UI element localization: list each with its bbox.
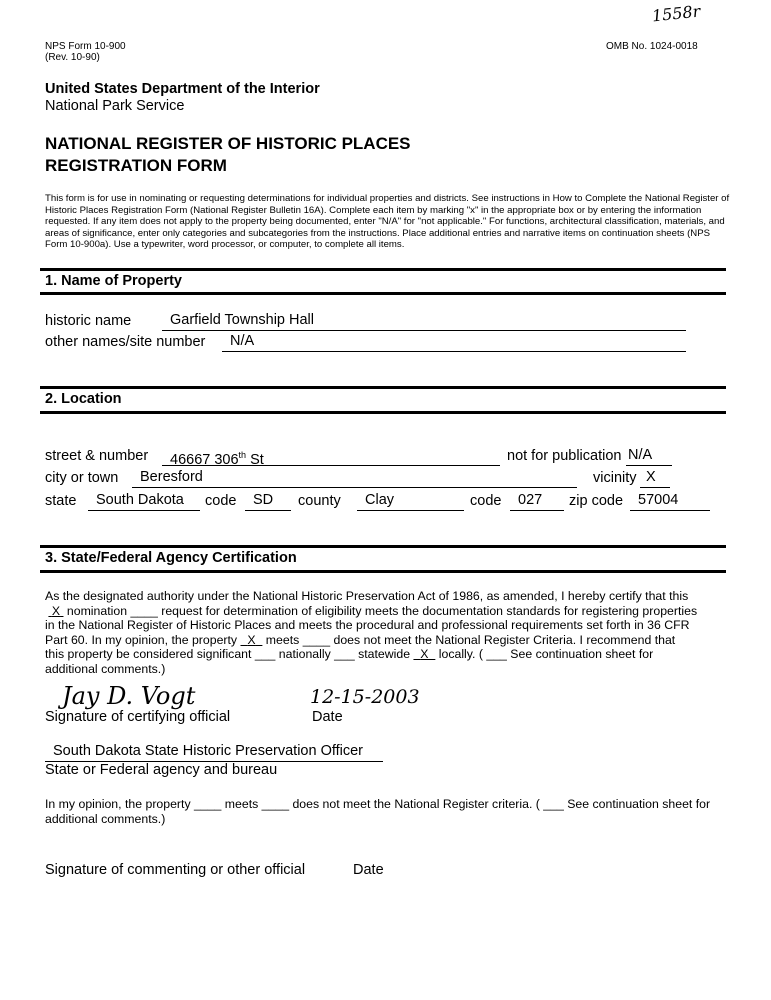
county-code-label: code xyxy=(470,493,502,509)
not-for-publication-label: not for publication xyxy=(507,448,622,464)
nomination-mark: X xyxy=(51,603,61,618)
vicinity-field: X xyxy=(640,469,670,488)
section1-heading: 1. Name of Property xyxy=(45,273,182,289)
not-for-publication-field: N/A xyxy=(626,447,672,466)
section3-heading: 3. State/Federal Agency Certification xyxy=(45,550,297,566)
city-field: Beresford xyxy=(132,469,577,488)
section-divider xyxy=(40,570,726,573)
meets-mark: X xyxy=(247,632,256,647)
agency-field: South Dakota State Historic Preservation Officer xyxy=(45,743,383,762)
other-names-field: N/A xyxy=(222,333,686,352)
certification-paragraph: As the designated authority under the National Historic Preservation Act of 1986, as amended, I hereby certify that this X nomination ____ request for determination of eligibility meets the documentation standards for registering properties in the National Register of Historic Places and meets the procedural and professional requirements set forth in 36 CFR Part 60. In my opinion, the property X meets ____ does not meet the National Register Criteria. I recommend that this property be considered significant ___ nationally ___ statewide X locally. ( ___ See continuation sheet for additional comments.) xyxy=(45,589,698,676)
handwritten-date: 12-15-2003 xyxy=(310,686,420,708)
form-title-line2: REGISTRATION FORM xyxy=(45,156,227,175)
handwritten-signature: Jay D. Vogt xyxy=(62,682,196,710)
omb-number: OMB No. 1024-0018 xyxy=(606,41,698,52)
section2-heading: 2. Location xyxy=(45,391,122,407)
zip-field: 57004 xyxy=(630,492,710,511)
commenting-signature-label: Signature of commenting or other official xyxy=(45,862,306,878)
margin-note: 1558r xyxy=(651,1,702,26)
state-code-field: SD xyxy=(245,492,291,511)
section-divider xyxy=(40,292,726,295)
form-number: NPS Form 10-900 xyxy=(45,41,126,52)
city-label: city or town xyxy=(45,470,119,486)
other-names-label: other names/site number xyxy=(45,334,206,350)
county-label: county xyxy=(298,493,341,509)
signature-label: Signature of certifying official xyxy=(45,709,231,725)
date-label: Date xyxy=(312,709,343,725)
street-field: 46667 306th St xyxy=(162,447,500,466)
historic-name-field: Garfield Township Hall xyxy=(162,312,686,331)
form-title-line1: NATIONAL REGISTER OF HISTORIC PLACES xyxy=(45,134,411,153)
street-label: street & number xyxy=(45,448,149,464)
agency-label: State or Federal agency and bureau xyxy=(45,762,278,778)
county-field: Clay xyxy=(357,492,464,511)
commenting-date-label: Date xyxy=(353,862,384,878)
service-name: National Park Service xyxy=(45,98,185,114)
county-code-field: 027 xyxy=(510,492,564,511)
section-divider xyxy=(40,386,726,389)
department-name: United States Department of the Interior xyxy=(45,81,320,97)
locally-mark: X xyxy=(420,647,429,661)
opinion-paragraph: In my opinion, the property ____ meets ____ does not meet the National Register criteria. ( ___ See continuation sheet for additional comments.) xyxy=(45,797,711,826)
form-revision: (Rev. 10-90) xyxy=(45,52,100,63)
section-divider xyxy=(40,411,726,414)
state-code-label: code xyxy=(205,493,237,509)
state-field: South Dakota xyxy=(88,492,200,511)
form-instructions: This form is for use in nominating or requesting determinations for individual properties and districts. See instructions in How to Complete the National Register of Historic Places Registration Form (National Register Bulletin 16A). Complete each item by marking "x" in the appropriate box or by entering the information requested. If any item does not apply to the property being documented, enter "N/A" for "not applicable." For functions, architectural classification, materials, and areas of significance, enter only categories and subcategories from the instructions. Place additional entries and narrative items on continuation sheets (NPS Form 10-900a). Use a typewriter, word processor, or computer, to complete all items. xyxy=(45,193,730,250)
zip-label: zip code xyxy=(569,493,624,509)
historic-name-label: historic name xyxy=(45,313,132,329)
section-divider xyxy=(40,268,726,271)
section-divider xyxy=(40,545,726,548)
state-label: state xyxy=(45,493,77,509)
vicinity-label: vicinity xyxy=(593,470,637,486)
